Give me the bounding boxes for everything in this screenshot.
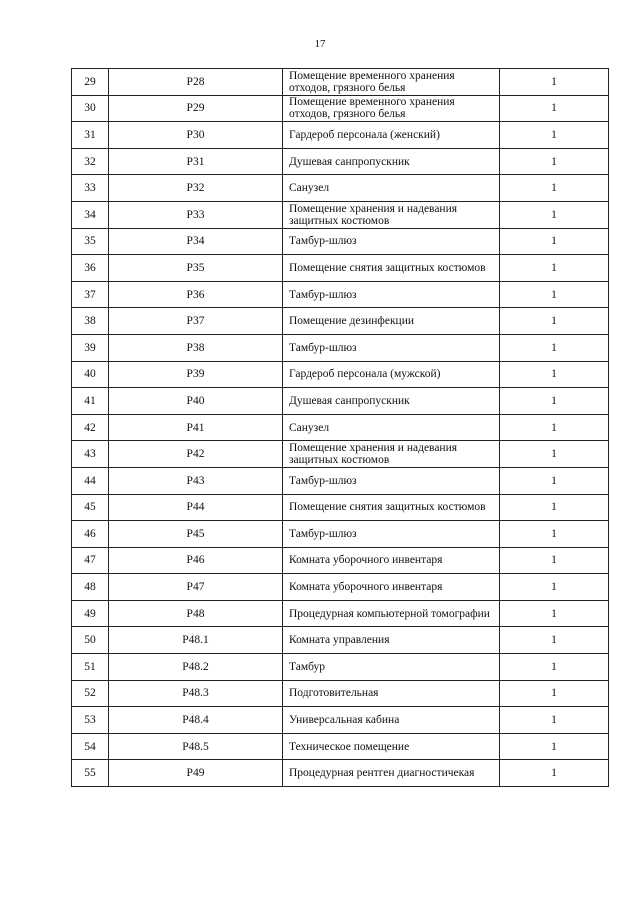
- room-code-cell: Р42: [109, 441, 283, 468]
- room-name-cell: Комната управления: [283, 627, 500, 654]
- room-name-cell: Санузел: [283, 175, 500, 202]
- table-row: [72, 228, 609, 255]
- row-number-cell: 54: [72, 733, 109, 760]
- row-number-cell: 29: [72, 69, 109, 96]
- row-number-cell: 45: [72, 494, 109, 521]
- quantity-cell: 1: [500, 361, 609, 388]
- table-row: [72, 654, 609, 681]
- row-number-cell: 43: [72, 441, 109, 468]
- room-code-cell: Р48.2: [109, 654, 283, 681]
- row-number-cell: 40: [72, 361, 109, 388]
- room-name-cell: Душевая санпропускник: [283, 388, 500, 415]
- quantity-cell: 1: [500, 494, 609, 521]
- room-name-cell: Помещение хранения и надевания защитных костюмов: [283, 441, 500, 468]
- table-row: [72, 494, 609, 521]
- row-number-cell: 34: [72, 201, 109, 228]
- quantity-cell: 1: [500, 733, 609, 760]
- table-row: [72, 574, 609, 601]
- table-row: [72, 175, 609, 202]
- quantity-cell: 1: [500, 627, 609, 654]
- room-code-cell: Р38: [109, 334, 283, 361]
- row-number-cell: 32: [72, 148, 109, 175]
- room-code-cell: Р32: [109, 175, 283, 202]
- room-name-cell: Тамбур: [283, 654, 500, 681]
- table-row: [72, 281, 609, 308]
- row-number-cell: 38: [72, 308, 109, 335]
- table-row: [72, 308, 609, 335]
- table-row: [72, 707, 609, 734]
- room-code-cell: Р29: [109, 95, 283, 122]
- quantity-cell: 1: [500, 467, 609, 494]
- room-code-cell: Р39: [109, 361, 283, 388]
- rooms-table: [71, 68, 609, 787]
- quantity-cell: 1: [500, 334, 609, 361]
- room-name-cell: Тамбур-шлюз: [283, 521, 500, 548]
- quantity-cell: 1: [500, 760, 609, 787]
- row-number-cell: 39: [72, 334, 109, 361]
- row-number-cell: 47: [72, 547, 109, 574]
- row-number-cell: 35: [72, 228, 109, 255]
- quantity-cell: 1: [500, 414, 609, 441]
- room-name-cell: Тамбур-шлюз: [283, 467, 500, 494]
- row-number-cell: 30: [72, 95, 109, 122]
- quantity-cell: 1: [500, 122, 609, 149]
- room-name-cell: Тамбур-шлюз: [283, 228, 500, 255]
- quantity-cell: 1: [500, 175, 609, 202]
- row-number-cell: 49: [72, 600, 109, 627]
- row-number-cell: 31: [72, 122, 109, 149]
- row-number-cell: 50: [72, 627, 109, 654]
- row-number-cell: 48: [72, 574, 109, 601]
- table-row: [72, 122, 609, 149]
- room-name-cell: Гардероб персонала (мужской): [283, 361, 500, 388]
- room-code-cell: Р48.1: [109, 627, 283, 654]
- room-code-cell: Р48.4: [109, 707, 283, 734]
- room-name-cell: Гардероб персонала (женский): [283, 122, 500, 149]
- quantity-cell: 1: [500, 654, 609, 681]
- table-row: [72, 521, 609, 548]
- room-code-cell: Р30: [109, 122, 283, 149]
- table-row: [72, 414, 609, 441]
- room-code-cell: Р49: [109, 760, 283, 787]
- quantity-cell: 1: [500, 201, 609, 228]
- table-row: [72, 441, 609, 468]
- room-code-cell: Р34: [109, 228, 283, 255]
- room-code-cell: Р45: [109, 521, 283, 548]
- row-number-cell: 36: [72, 255, 109, 282]
- row-number-cell: 46: [72, 521, 109, 548]
- quantity-cell: 1: [500, 281, 609, 308]
- room-name-cell: Техническое помещение: [283, 733, 500, 760]
- room-name-cell: Помещение временного хранения отходов, грязного белья: [283, 95, 500, 122]
- table-row: [72, 627, 609, 654]
- quantity-cell: 1: [500, 521, 609, 548]
- table-row: [72, 361, 609, 388]
- row-number-cell: 44: [72, 467, 109, 494]
- table-row: [72, 201, 609, 228]
- room-code-cell: Р43: [109, 467, 283, 494]
- room-name-cell: Помещение хранения и надевания защитных костюмов: [283, 201, 500, 228]
- room-code-cell: Р31: [109, 148, 283, 175]
- room-code-cell: Р40: [109, 388, 283, 415]
- quantity-cell: 1: [500, 707, 609, 734]
- row-number-cell: 53: [72, 707, 109, 734]
- room-code-cell: Р48.5: [109, 733, 283, 760]
- room-name-cell: Помещение временного хранения отходов, грязного белья: [283, 69, 500, 96]
- table-row: [72, 148, 609, 175]
- row-number-cell: 51: [72, 654, 109, 681]
- quantity-cell: 1: [500, 680, 609, 707]
- room-name-cell: Процедурная рентген диагностичекая: [283, 760, 500, 787]
- quantity-cell: 1: [500, 600, 609, 627]
- table-row: [72, 600, 609, 627]
- quantity-cell: 1: [500, 547, 609, 574]
- quantity-cell: 1: [500, 574, 609, 601]
- row-number-cell: 37: [72, 281, 109, 308]
- table-row: [72, 467, 609, 494]
- rooms-table-body: [72, 69, 609, 787]
- room-code-cell: Р33: [109, 201, 283, 228]
- room-code-cell: Р48.3: [109, 680, 283, 707]
- room-code-cell: Р46: [109, 547, 283, 574]
- table-row: [72, 388, 609, 415]
- table-row: [72, 95, 609, 122]
- room-name-cell: Тамбур-шлюз: [283, 281, 500, 308]
- room-name-cell: Помещение снятия защитных костюмов: [283, 494, 500, 521]
- row-number-cell: 33: [72, 175, 109, 202]
- table-row: [72, 547, 609, 574]
- quantity-cell: 1: [500, 388, 609, 415]
- quantity-cell: 1: [500, 69, 609, 96]
- room-name-cell: Помещение снятия защитных костюмов: [283, 255, 500, 282]
- room-code-cell: Р35: [109, 255, 283, 282]
- room-name-cell: Санузел: [283, 414, 500, 441]
- quantity-cell: 1: [500, 255, 609, 282]
- quantity-cell: 1: [500, 148, 609, 175]
- quantity-cell: 1: [500, 308, 609, 335]
- room-name-cell: Подготовительная: [283, 680, 500, 707]
- room-name-cell: Тамбур-шлюз: [283, 334, 500, 361]
- room-code-cell: Р41: [109, 414, 283, 441]
- room-name-cell: Комната уборочного инвентаря: [283, 547, 500, 574]
- room-name-cell: Комната уборочного инвентаря: [283, 574, 500, 601]
- room-name-cell: Душевая санпропускник: [283, 148, 500, 175]
- room-code-cell: Р47: [109, 574, 283, 601]
- row-number-cell: 52: [72, 680, 109, 707]
- quantity-cell: 1: [500, 95, 609, 122]
- room-code-cell: Р28: [109, 69, 283, 96]
- table-row: [72, 255, 609, 282]
- room-code-cell: Р37: [109, 308, 283, 335]
- table-row: [72, 733, 609, 760]
- quantity-cell: 1: [500, 228, 609, 255]
- room-name-cell: Универсальная кабина: [283, 707, 500, 734]
- room-name-cell: Помещение дезинфекции: [283, 308, 500, 335]
- room-code-cell: Р44: [109, 494, 283, 521]
- table-row: [72, 69, 609, 96]
- quantity-cell: 1: [500, 441, 609, 468]
- table-row: [72, 334, 609, 361]
- row-number-cell: 42: [72, 414, 109, 441]
- row-number-cell: 55: [72, 760, 109, 787]
- table-row: [72, 680, 609, 707]
- table-row: [72, 760, 609, 787]
- row-number-cell: 41: [72, 388, 109, 415]
- room-code-cell: Р36: [109, 281, 283, 308]
- room-code-cell: Р48: [109, 600, 283, 627]
- room-name-cell: Процедурная компьютерной томографии: [283, 600, 500, 627]
- page-number: 17: [314, 38, 326, 50]
